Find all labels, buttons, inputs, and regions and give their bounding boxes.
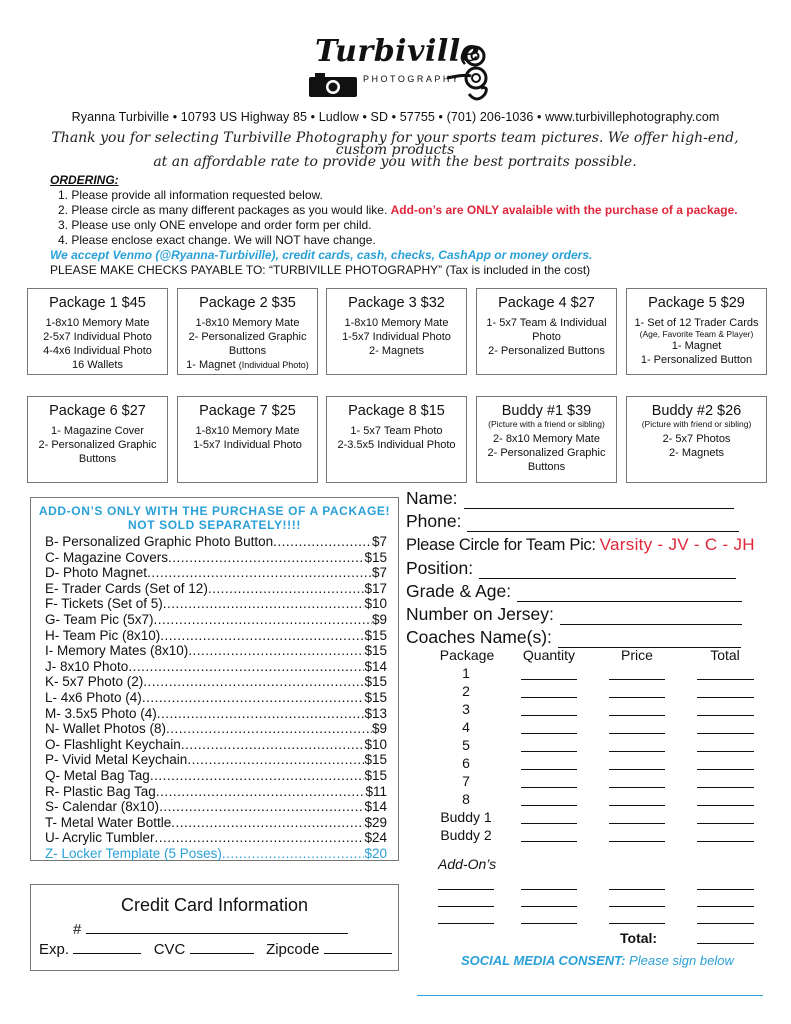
- addon-name: P- Vivid Metal Keychain: [45, 752, 188, 768]
- addon-price: $15: [364, 689, 387, 705]
- package-note: (Age, Favorite Team & Player): [639, 329, 754, 339]
- package-5[interactable]: [626, 288, 767, 375]
- package-title: Package 5 $29: [648, 295, 745, 311]
- addon-price: $10: [364, 596, 387, 612]
- addon-item[interactable]: [45, 643, 387, 659]
- package-line: Buttons: [228, 345, 267, 357]
- package-buddy-2[interactable]: [626, 396, 767, 483]
- package-8[interactable]: [326, 396, 467, 483]
- order-blank-line[interactable]: [609, 733, 665, 734]
- order-blank-line[interactable]: [609, 823, 665, 824]
- package-1[interactable]: [27, 288, 168, 375]
- leader-dots: [155, 830, 365, 846]
- social-media-consent: [461, 953, 734, 968]
- coaches-input-line[interactable]: [558, 633, 741, 648]
- order-blank-line[interactable]: [697, 715, 754, 716]
- card-number-label: #: [73, 921, 82, 938]
- jersey-input-line[interactable]: [560, 610, 742, 625]
- card-details-row: [39, 941, 392, 958]
- leader-dots: [160, 628, 364, 644]
- addon-order-blank-line[interactable]: [609, 923, 665, 924]
- order-row-label: Buddy 1: [440, 809, 492, 825]
- addon-price: $7: [371, 534, 387, 549]
- thank-you-line-1: Thank you for selecting Turbiville Photography for your sports team pictures. We offer high-end, custom products: [51, 130, 739, 158]
- package-line: 1-8x10 Memory Mate: [195, 317, 300, 329]
- leader-dots: [142, 690, 365, 706]
- order-blank-line[interactable]: [697, 841, 754, 842]
- thank-you-line-2: at an affordable rate to provide you with the best portraits possible.: [153, 154, 637, 170]
- leader-dots: [181, 737, 365, 753]
- package-line: 1-8x10 Memory Mate: [45, 317, 150, 329]
- order-row-label: 3: [462, 701, 470, 717]
- addon-name: T- Metal Water Bottle: [45, 814, 172, 830]
- addon-name: U- Acrylic Tumbler: [45, 830, 155, 846]
- phone-label: Phone:: [406, 511, 462, 531]
- package-line: 2- Personalized Buttons: [488, 345, 605, 357]
- order-blank-line[interactable]: [609, 769, 665, 770]
- col-header-price: Price: [621, 647, 653, 663]
- addon-order-blank-line[interactable]: [438, 889, 494, 890]
- addon-order-blank-line[interactable]: [697, 923, 754, 924]
- addon-order-blank-line[interactable]: [521, 923, 577, 924]
- addon-order-blank-line[interactable]: [697, 906, 754, 907]
- phone-input-line[interactable]: [467, 517, 739, 532]
- package-line: 2- Personalized Graphic: [188, 331, 307, 343]
- exp-label: Exp.: [39, 941, 70, 958]
- coaches-label: Coaches Name(s):: [406, 627, 552, 647]
- ordering-step-1: 1. Please provide all information requested below.: [58, 188, 323, 202]
- package-line: Photo: [532, 331, 561, 343]
- zip-label: Zipcode: [266, 941, 320, 958]
- brand-logo: [305, 32, 495, 108]
- order-blank-line[interactable]: [609, 805, 665, 806]
- package-line: 1-8x10 Memory Mate: [195, 425, 300, 437]
- package-3[interactable]: [326, 288, 467, 375]
- position-input-line[interactable]: [479, 564, 736, 579]
- team-pic-selector[interactable]: [406, 535, 755, 555]
- addon-name: H- Team Pic (8x10): [45, 627, 161, 643]
- order-blank-line[interactable]: [697, 787, 754, 788]
- camera-icon: [307, 72, 359, 98]
- addons-box: [30, 497, 399, 861]
- addon-price: $7: [371, 565, 387, 581]
- order-blank-line[interactable]: [521, 715, 577, 716]
- addon-price: $9: [371, 721, 387, 737]
- addon-price: $17: [364, 580, 387, 596]
- addon-price: $24: [364, 830, 387, 846]
- addon-price: $15: [364, 549, 387, 565]
- leader-dots: [208, 581, 365, 597]
- package-line: 2- 8x10 Memory Mate: [493, 433, 600, 445]
- package-line: 16 Wallets: [72, 359, 123, 371]
- addon-price: $11: [365, 783, 387, 799]
- name-field[interactable]: [406, 488, 734, 509]
- order-blank-line[interactable]: [697, 733, 754, 734]
- order-blank-line[interactable]: [697, 805, 754, 806]
- col-header-package: Package: [439, 647, 495, 663]
- order-blank-line[interactable]: [697, 823, 754, 824]
- addon-name: J- 8x10 Photo: [45, 658, 129, 674]
- order-blank-line[interactable]: [609, 751, 665, 752]
- name-input-line[interactable]: [464, 494, 734, 509]
- payment-methods: We accept Venmo (@Ryanna-Turbiville), credit cards, cash, checks, CashApp or money orders.: [50, 248, 593, 262]
- addon-item[interactable]: [45, 768, 387, 784]
- addon-item-locker[interactable]: [45, 846, 387, 862]
- package-line: 2- Personalized Graphic: [38, 439, 157, 451]
- package-line: 1-5x7 Individual Photo: [193, 439, 302, 451]
- addon-price: $15: [364, 752, 387, 768]
- addon-price: $29: [364, 814, 387, 830]
- grade-age-input-line[interactable]: [517, 587, 742, 602]
- package-title: Package 6 $27: [49, 403, 146, 419]
- coaches-name-field[interactable]: [406, 627, 741, 648]
- addon-item[interactable]: [45, 799, 387, 815]
- order-blank-line[interactable]: [697, 769, 754, 770]
- addon-name: I- Memory Mates (8x10): [45, 643, 189, 659]
- leader-dots: [188, 643, 364, 659]
- addon-order-blank-line[interactable]: [697, 889, 754, 890]
- addon-name: D- Photo Magnet: [45, 565, 148, 581]
- team-options[interactable]: Varsity - JV - C - JH: [599, 535, 755, 554]
- package-4[interactable]: [476, 288, 617, 375]
- addon-item[interactable]: [45, 690, 387, 706]
- addon-item[interactable]: [45, 737, 387, 753]
- addon-name: K- 5x7 Photo (2): [45, 674, 144, 690]
- leader-dots: [154, 612, 372, 628]
- addon-name: O- Flashlight Keychain: [45, 736, 181, 752]
- addon-name: B- Personalized Graphic Photo Button: [45, 534, 274, 549]
- ordering-instructions: [50, 173, 738, 278]
- addon-item[interactable]: [45, 659, 387, 675]
- package-line: 4-4x6 Individual Photo: [43, 345, 152, 357]
- addon-item[interactable]: [45, 565, 387, 581]
- leader-dots: [147, 565, 372, 581]
- order-row-label: 6: [462, 755, 470, 771]
- addon-name: N- Wallet Photos (8): [45, 721, 167, 737]
- addon-name: E- Trader Cards (Set of 12): [45, 580, 208, 596]
- leader-dots: [159, 799, 364, 815]
- order-blank-line[interactable]: [521, 787, 577, 788]
- leader-dots: [187, 752, 364, 768]
- addon-order-blank-line[interactable]: [609, 889, 665, 890]
- package-title: Package 8 $15: [348, 403, 445, 419]
- contact-line: Ryanna Turbiville • 10793 US Highway 85 • Ludlow • SD • 57755 • (701) 206-1036 • www.turbivillephotography.com: [71, 110, 720, 124]
- package-title: Package 3 $32: [348, 295, 445, 311]
- addon-order-blank-line[interactable]: [438, 906, 494, 907]
- order-row-label: Buddy 2: [440, 827, 492, 843]
- package-line: 1- Magnet: [671, 340, 722, 352]
- ordering-heading: ORDERING:: [50, 173, 119, 187]
- order-row-label: 7: [462, 773, 470, 789]
- leader-dots: [168, 550, 364, 566]
- zip-line[interactable]: [324, 941, 392, 954]
- addon-name: G- Team Pic (5x7): [45, 611, 154, 627]
- addon-item[interactable]: [45, 674, 387, 690]
- order-row-label: 4: [462, 719, 470, 735]
- addon-item[interactable]: [45, 752, 387, 768]
- order-row-label: 5: [462, 737, 470, 753]
- addon-name: Q- Metal Bag Tag: [45, 767, 150, 783]
- order-blank-line[interactable]: [521, 841, 577, 842]
- leader-dots: [222, 846, 365, 862]
- order-blank-line[interactable]: [697, 697, 754, 698]
- package-line: Buttons: [527, 461, 566, 473]
- package-2[interactable]: [177, 288, 318, 375]
- grade-age-label: Grade & Age:: [406, 581, 512, 601]
- package-title: Package 1 $45: [49, 295, 146, 311]
- package-line: 2-5x7 Individual Photo: [43, 331, 152, 343]
- leader-dots: [157, 706, 365, 722]
- leader-dots: [150, 768, 365, 784]
- addon-order-blank-line[interactable]: [521, 906, 577, 907]
- thank-you-message: [30, 132, 760, 168]
- package-line-text: 1- Magnet: [186, 359, 239, 371]
- leader-dots: [156, 784, 366, 800]
- cvc-label: CVC: [153, 941, 186, 958]
- position-field[interactable]: [406, 558, 736, 579]
- package-buddy-1[interactable]: [476, 396, 617, 483]
- package-line: 2- 5x7 Photos: [662, 433, 731, 445]
- leader-dots: [166, 721, 372, 737]
- addon-price: $15: [364, 674, 387, 690]
- col-header-quantity: Quantity: [522, 647, 576, 663]
- leader-dots: [128, 659, 364, 675]
- package-line-note: (Individual Photo): [238, 360, 309, 370]
- brand-name: Turbiville: [315, 34, 481, 69]
- order-blank-line[interactable]: [521, 751, 577, 752]
- addon-order-blank-line[interactable]: [609, 906, 665, 907]
- addon-price: $10: [364, 736, 387, 752]
- package-title: Buddy #2 $26: [651, 403, 742, 419]
- grade-age-field[interactable]: [406, 581, 742, 602]
- package-line: Buttons: [78, 453, 117, 465]
- team-pic-label: Please Circle for Team Pic:: [406, 536, 596, 554]
- order-row-label: 2: [462, 683, 470, 699]
- addon-item[interactable]: [45, 612, 387, 628]
- leader-dots: [171, 815, 364, 831]
- card-number-line[interactable]: [86, 921, 348, 934]
- order-blank-line[interactable]: [609, 787, 665, 788]
- addon-price: $13: [364, 705, 387, 721]
- addon-item[interactable]: [45, 784, 387, 800]
- credit-card-box: [30, 884, 399, 971]
- package-line: 2- Personalized Graphic: [487, 447, 606, 459]
- addon-warning: Add-on’s are ONLY avalaible with the purchase of a package.: [390, 203, 738, 217]
- addon-name: L- 4x6 Photo (4): [45, 689, 142, 705]
- cvc-line[interactable]: [190, 941, 254, 954]
- addon-price: $15: [364, 767, 387, 783]
- package-title: Package 7 $25: [199, 403, 296, 419]
- order-row-label: 1: [462, 665, 470, 681]
- package-line: 2- Magnets: [668, 447, 725, 459]
- addon-item[interactable]: [45, 721, 387, 737]
- addons-order-label: Add-On’s: [438, 856, 497, 872]
- order-blank-line[interactable]: [521, 823, 577, 824]
- addon-item[interactable]: [45, 596, 387, 612]
- package-line: 1- Personalized Button: [640, 354, 753, 366]
- order-blank-line[interactable]: [697, 679, 754, 680]
- leader-dots: [143, 674, 364, 690]
- jersey-label: Number on Jersey:: [406, 604, 554, 624]
- addon-item[interactable]: [45, 581, 387, 597]
- addons-heading: ADD-ON’S ONLY WITH THE PURCHASE OF A PACKAGE!: [38, 504, 391, 518]
- addon-name: M- 3.5x5 Photo (4): [45, 705, 157, 721]
- addon-item[interactable]: [45, 628, 387, 644]
- order-blank-line[interactable]: [609, 697, 665, 698]
- grand-total-line[interactable]: [697, 943, 754, 944]
- package-line: [178, 358, 317, 372]
- addon-item[interactable]: [45, 830, 387, 846]
- package-line: 1- 5x7 Team & Individual: [486, 317, 607, 329]
- addon-name: S- Calendar (8x10): [45, 799, 160, 815]
- order-blank-line[interactable]: [521, 805, 577, 806]
- social-consent-label: SOCIAL MEDIA CONSENT:: [461, 953, 626, 968]
- addon-name: Z- Locker Template (5 Poses): [45, 845, 222, 861]
- addon-price: $14: [364, 658, 387, 674]
- order-blank-line[interactable]: [609, 679, 665, 680]
- package-title: Package 2 $35: [199, 295, 296, 311]
- credit-card-title: Credit Card Information: [120, 895, 309, 915]
- jersey-number-field[interactable]: [406, 604, 742, 625]
- package-line: 1-5x7 Individual Photo: [342, 331, 451, 343]
- addon-name: C- Magazine Covers: [45, 549, 169, 565]
- package-6[interactable]: [27, 396, 168, 483]
- package-line: 1- Magazine Cover: [51, 425, 144, 437]
- package-note: (Picture with friend or sibling): [641, 419, 752, 429]
- order-blank-line[interactable]: [521, 679, 577, 680]
- addon-order-blank-line[interactable]: [521, 889, 577, 890]
- ordering-step-3: 3. Please use only ONE envelope and order form per child.: [58, 218, 372, 232]
- exp-line[interactable]: [73, 941, 141, 954]
- name-label: Name:: [406, 488, 458, 508]
- total-label: Total:: [620, 930, 658, 946]
- signature-line[interactable]: [417, 995, 763, 996]
- package-line: 1-8x10 Memory Mate: [344, 317, 449, 329]
- leader-dots: [163, 596, 365, 612]
- order-blank-line[interactable]: [609, 841, 665, 842]
- package-note: (Picture with a friend or sibling): [488, 419, 605, 429]
- ornamental-key-icon: [445, 38, 491, 104]
- package-title: Buddy #1 $39: [501, 403, 592, 419]
- ordering-step-4: 4. Please enclose exact change. We will NOT have change.: [58, 233, 376, 247]
- addon-price: $15: [364, 627, 387, 643]
- package-line: 1- 5x7 Team Photo: [350, 425, 443, 437]
- social-consent-note: Please sign below: [625, 953, 734, 968]
- package-line: 1- Set of 12 Trader Cards: [634, 317, 759, 329]
- order-blank-line[interactable]: [521, 769, 577, 770]
- ordering-step-2-text: 2. Please circle as many different packages as you would like.: [58, 203, 391, 217]
- order-blank-line[interactable]: [609, 715, 665, 716]
- addon-name: R- Plastic Bag Tag: [45, 783, 156, 799]
- addons-list: [45, 534, 387, 861]
- leader-dots: [273, 534, 372, 550]
- order-row-label: 8: [462, 791, 470, 807]
- order-blank-line[interactable]: [697, 751, 754, 752]
- addon-order-blank-line[interactable]: [438, 923, 494, 924]
- ordering-step-2: [50, 203, 738, 218]
- checks-payable: PLEASE MAKE CHECKS PAYABLE TO: “TURBIVILLE PHOTOGRAPHY” (Tax is included in the cost): [50, 263, 591, 277]
- addon-item[interactable]: [45, 550, 387, 566]
- brand-subtitle: PHOTOGRAPHY: [363, 74, 461, 84]
- addon-item[interactable]: [45, 815, 387, 831]
- addon-price: $9: [371, 611, 387, 627]
- order-blank-line[interactable]: [521, 733, 577, 734]
- phone-field[interactable]: [406, 511, 739, 532]
- col-header-total: Total: [710, 647, 740, 663]
- addon-price: $14: [364, 799, 387, 815]
- package-title: Package 4 $27: [498, 295, 595, 311]
- order-blank-line[interactable]: [521, 697, 577, 698]
- addon-price: $15: [364, 643, 387, 659]
- addon-item[interactable]: [45, 706, 387, 722]
- addon-item[interactable]: [45, 534, 387, 550]
- package-line: 2-3.5x5 Individual Photo: [337, 439, 456, 451]
- addons-subheading: NOT SOLD SEPARATELY!!!!: [128, 518, 301, 532]
- package-line: 2- Magnets: [368, 345, 425, 357]
- position-label: Position:: [406, 558, 474, 578]
- card-number-field[interactable]: [73, 921, 348, 938]
- addon-price: $20: [364, 845, 387, 861]
- package-7[interactable]: [177, 396, 318, 483]
- addon-name: F- Tickets (Set of 5): [45, 596, 163, 612]
